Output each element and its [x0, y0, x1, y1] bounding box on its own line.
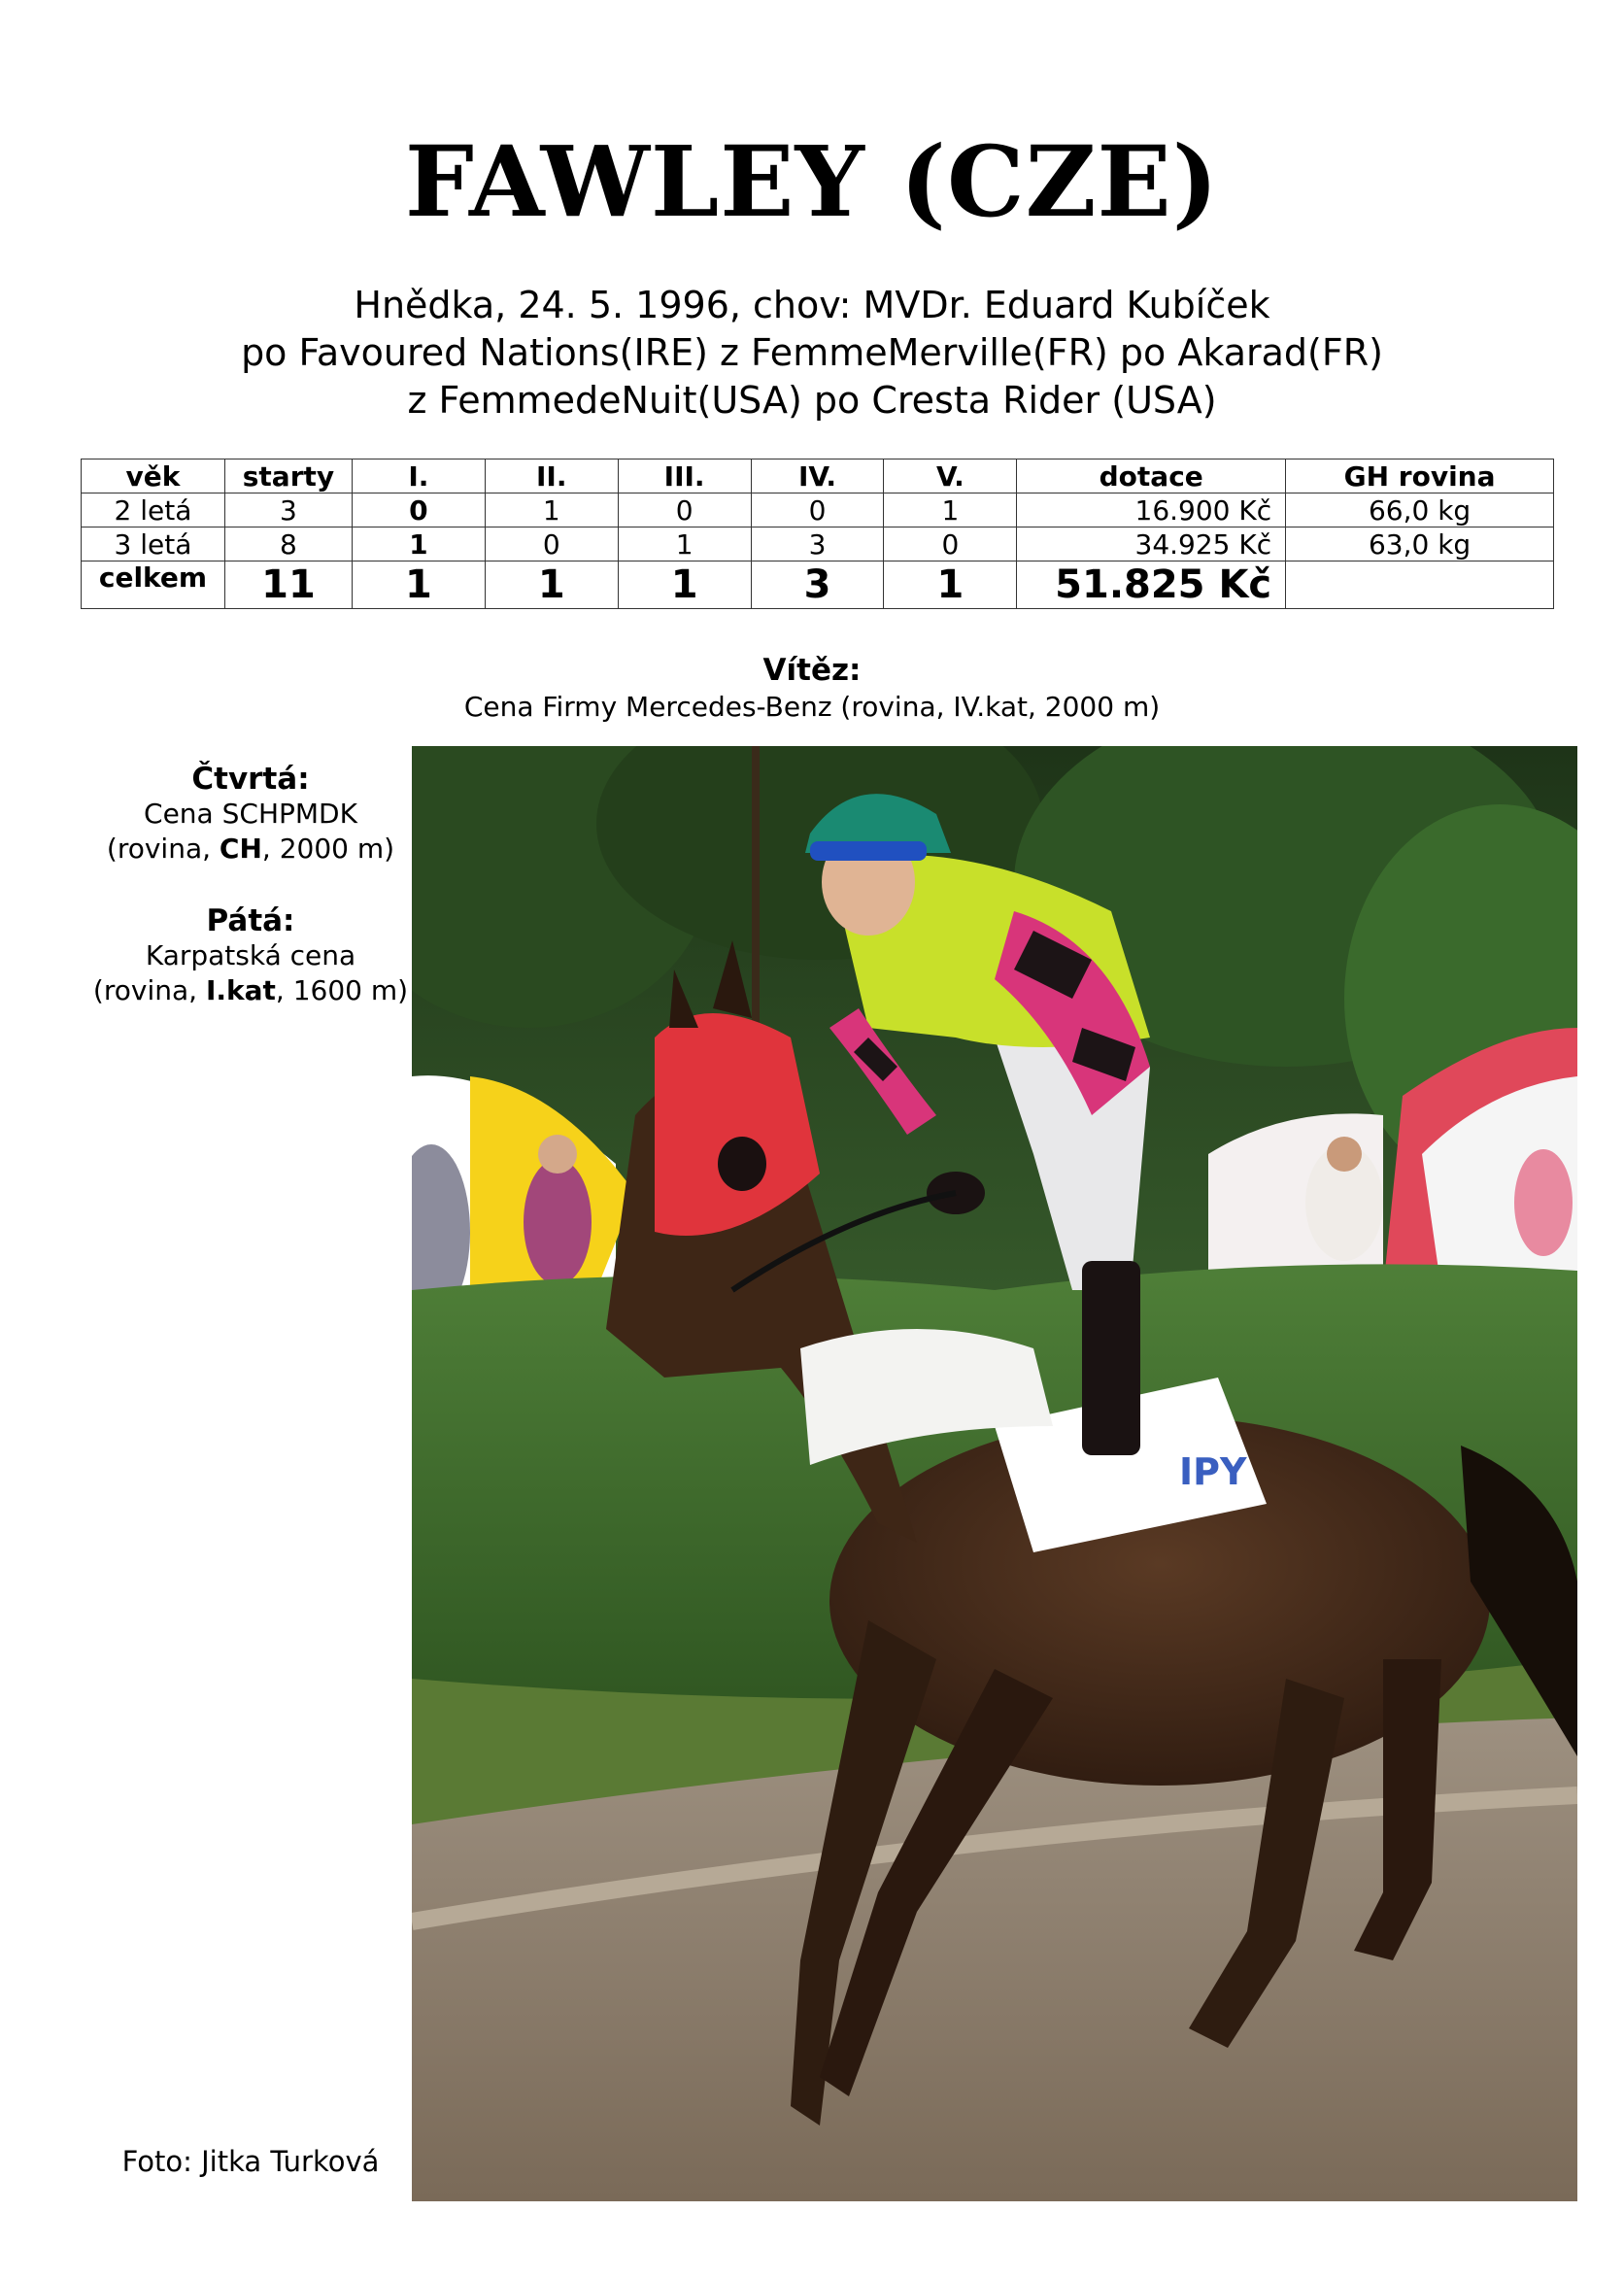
table-cell: 1 [618, 527, 751, 561]
fourth-place-block [81, 762, 421, 867]
table-cell: 1 [352, 561, 485, 609]
table-row [82, 493, 1554, 527]
fifth-detail [81, 973, 421, 1008]
detail-text: (rovina, [92, 974, 206, 1006]
table-cell: 3 [224, 493, 352, 527]
winner-block [0, 653, 1624, 725]
column-header: I. [352, 459, 485, 493]
race-stats-table [81, 459, 1554, 609]
horse-name-title: FAWLEY (CZE) [404, 124, 1220, 239]
fifth-heading: Pátá: [206, 903, 295, 938]
fourth-detail [81, 832, 421, 867]
fifth-place-block [81, 903, 421, 1008]
column-header: III. [618, 459, 751, 493]
table-cell: celkem [82, 561, 225, 609]
column-header: IV. [751, 459, 884, 493]
table-cell: 11 [224, 561, 352, 609]
table-cell: 1 [485, 561, 618, 609]
table-cell [1286, 561, 1554, 609]
pedigree-line-2: po Favoured Nations(IRE) z FemmeMerville(FR) po Akarad(FR) [241, 331, 1383, 374]
column-header: starty [224, 459, 352, 493]
table-cell: 51.825 Kč [1017, 561, 1286, 609]
winner-race: Cena Firmy Mercedes-Benz (rovina, IV.kat, 2000 m) [463, 691, 1161, 723]
table-cell: 3 [751, 561, 884, 609]
detail-text: , 2000 m) [261, 833, 395, 865]
fourth-race: Cena SCHPMDK [144, 798, 357, 830]
column-header: II. [485, 459, 618, 493]
table-cell: 1 [485, 493, 618, 527]
table-cell: 1 [884, 493, 1017, 527]
table-cell: 1 [618, 561, 751, 609]
column-header: dotace [1017, 459, 1286, 493]
table-cell: 0 [618, 493, 751, 527]
racehorse-photo [412, 746, 1577, 2201]
saddle-cloth-number: IPY [1179, 1450, 1247, 1493]
detail-category: CH [219, 833, 262, 865]
table-cell: 2 letá [82, 493, 225, 527]
table-cell: 0 [884, 527, 1017, 561]
winner-heading: Vítěz: [762, 653, 862, 688]
table-cell: 34.925 Kč [1017, 527, 1286, 561]
column-header: V. [884, 459, 1017, 493]
pedigree-line-3: z FemmedeNuit(USA) po Cresta Rider (USA) [407, 379, 1217, 422]
table-total-row [82, 561, 1554, 609]
fourth-heading: Čtvrtá: [191, 762, 310, 797]
pedigree-block [0, 282, 1624, 425]
detail-text: , 1600 m) [275, 974, 409, 1006]
table-cell: 3 [751, 527, 884, 561]
table-cell: 66,0 kg [1286, 493, 1554, 527]
table-cell: 16.900 Kč [1017, 493, 1286, 527]
table-cell: 0 [751, 493, 884, 527]
column-header: GH rovina [1286, 459, 1554, 493]
column-header: věk [82, 459, 225, 493]
table-cell: 8 [224, 527, 352, 561]
table-cell: 3 letá [82, 527, 225, 561]
table-cell: 1 [884, 561, 1017, 609]
table-header-row [82, 459, 1554, 493]
pedigree-line-1: Hnědka, 24. 5. 1996, chov: MVDr. Eduard Kubíček [354, 284, 1270, 326]
detail-text: (rovina, [106, 833, 220, 865]
table-cell: 1 [352, 527, 485, 561]
photo-credit: Foto: Jitka Turková [121, 2145, 380, 2178]
fifth-race: Karpatská cena [145, 939, 356, 971]
detail-category: I.kat [205, 974, 276, 1006]
table-cell: 0 [485, 527, 618, 561]
table-row [82, 527, 1554, 561]
table-cell: 63,0 kg [1286, 527, 1554, 561]
table-cell: 0 [352, 493, 485, 527]
